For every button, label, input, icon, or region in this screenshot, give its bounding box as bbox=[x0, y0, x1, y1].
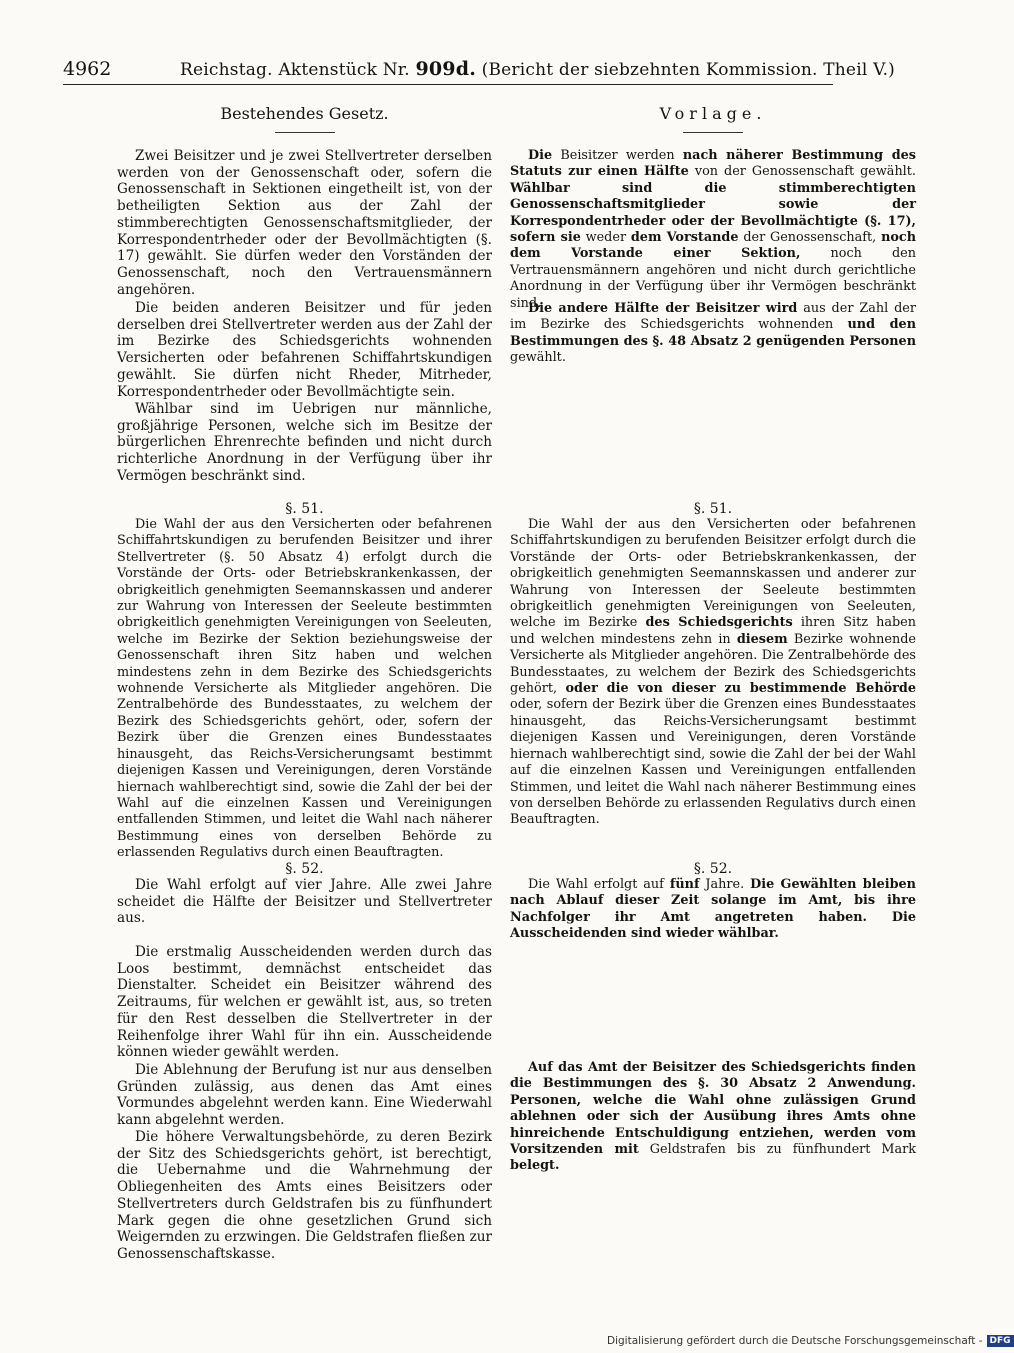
paragraph: Die Ablehnung der Berufung ist nur aus denselben Gründen zulässig, aus denen das Amt eines Vormundes abgelehnt werden kann. Eine Wiederwahl kann abgelehnt werden. bbox=[117, 1062, 492, 1129]
running-title-part-a: Reichstag. Aktenstück Nr. bbox=[180, 60, 410, 80]
paragraph: Die Wahl der aus den Versicherten oder befahrenen Schiffahrtskundigen zu berufenden Beisitzer erfolgt durch die Vorstände der Orts- oder Betriebskrankenkassen, der obrigkeitlich genehmigten Seemannskassen und anderer zur Wahrung von Interessen der Seeleute bestimmten obrigkeitlich genehmigten Vereinigungen von Seeleuten, welche im Bezirke des Schiedsgerichts ihren Sitz haben und welchen mindestens zehn in diesem Bezirke wohnende Versicherte als Mitglieder angehören. Die Zentralbehörde des Bundesstaates, zu welchem der Bezirk des Schiedsgerichts gehört, oder die von dieser zu bestimmende Behörde oder, sofern der Bezirk über die Grenzen eines Bundesstaates hinausgeht, das Reichs-Versicherungsamt bestimmt diejenigen Kassen und Vereinigungen, deren Vorstände hiernach wahlberechtigt sind, sowie die Zahl der bei der Wahl auf die einzelnen Kassen und Vereinigungen entfallenden Stimmen, und leitet die Wahl nach näherer Bestimmung eines von derselben Behörde zu erlassenden Regulativs durch einen Beauftragten. bbox=[510, 517, 917, 828]
running-title bbox=[180, 58, 895, 80]
paragraph: Die beiden anderen Beisitzer und für jeden derselben drei Stellvertreter werden aus der Zahl der im Bezirke des Schiedsgerichts wohnenden Versicherten oder befahrenen Schiffahrtskundigen gewählt. Sie dürfen nicht Rheder, Mitrheder, Korrespondentrheder oder Bevollmächtigte sein. bbox=[117, 300, 492, 400]
paragraph: Zwei Beisitzer und je zwei Stellvertreter derselben werden von der Genossenschaft oder, sofern die Genossenschaft in Sektionen eingetheilt ist, von der betheiligten Sektion aus der Zahl der stimmberechtigten Genossenschaftsmitglieder, der Korrespondentrheder oder der Bevollmächtigten (§. 17) gewählt. Sie dürfen weder den Vorständen der Genossenschaft, noch den Vertrauensmännern angehören. bbox=[117, 148, 492, 298]
column-heading-left: Bestehendes Gesetz. bbox=[220, 104, 389, 123]
section-heading-52: §. 52. bbox=[693, 861, 733, 877]
running-title-part-b: (Bericht der siebzehnten Kommission. Theil V.) bbox=[481, 60, 896, 80]
paragraph: Die Wahl erfolgt auf fünf Jahre. Die Gewählten bleiben nach Ablauf dieser Zeit solange im Amt, bis ihre Nachfolger ihr Amt angetreten haben. Die Ausscheidenden sind wieder wählbar. bbox=[510, 877, 916, 942]
page-number: 4962 bbox=[63, 58, 112, 80]
heading-rule bbox=[683, 132, 743, 133]
running-header bbox=[63, 58, 896, 85]
paragraph: Wählbar sind im Uebrigen nur männliche, großjährige Personen, welche sich im Besitze der bürgerlichen Ehrenrechte befinden und nicht durch richterliche Anordnung in der Verfügung über ihr Vermögen beschränkt sind. bbox=[117, 401, 492, 484]
section-heading-51: §. 51. bbox=[693, 501, 733, 517]
paragraph: Auf das Amt der Beisitzer des Schiedsgerichts finden die Bestimmungen des §. 30 Absatz 2 Anwendung. Personen, welche die Wahl ohne zulässigen Grund ablehnen oder sich der Ausübung ihres Amts ohne hinreichende Entschuldigung entziehen, werden vom Vorsitzenden mit Geldstrafen bis zu fünfhundert Mark belegt. bbox=[510, 1060, 916, 1174]
paragraph: Die Wahl erfolgt auf vier Jahre. Alle zwei Jahre scheidet die Hälfte der Beisitzer und Stellvertreter aus. bbox=[117, 877, 492, 927]
paragraph: Die andere Hälfte der Beisitzer wird aus der Zahl der im Bezirke des Schiedsgerichts wohnenden und den Bestimmungen des §. 48 Absatz 2 genügenden Personen gewählt. bbox=[510, 301, 917, 366]
paragraph: Die höhere Verwaltungsbehörde, zu deren Bezirk der Sitz des Schiedsgerichts gehört, ist berechtigt, die Uebernahme und die Wahrnehmung der Obliegenheiten des Amts eines Beisitzers oder Stellvertreters durch Geldstrafen bis zu fünfhundert Mark gegen die ohne gesetzlichen Grund sich Weigernden zu erzwingen. Die Geldstrafen fließen zur Genossenschaftskasse. bbox=[117, 1129, 492, 1262]
paragraph: Die Wahl der aus den Versicherten oder befahrenen Schiffahrtskundigen zu berufenden Beisitzer und ihrer Stellvertreter (§. 50 Absatz 4) erfolgt durch die Vorstände der Orts- oder Betriebskrankenkassen, der obrigkeitlich genehmigten Seemannskassen und anderer zur Wahrung von Interessen der Seeleute bestimmten obrigkeitlich genehmigten Vereinigungen von Seeleuten, welche im Bezirke der Sektion beziehungsweise der Genossenschaft ihren Sitz haben und welchen mindestens zehn in dem Bezirke des Schiedsgerichts wohnende Versicherte als Mitglieder angehören. Die Zentralbehörde des Bundesstaates, zu welchem der Bezirk des Schiedsgerichts gehört, oder, sofern der Bezirk über die Grenzen eines Bundesstaates hinausgeht, das Reichs-Versicherungsamt bestimmt diejenigen Kassen und Vereinigungen, deren Vorstände hiernach wahlberechtigt sind, sowie die Zahl der bei der Wahl auf die einzelnen Kassen und Vereinigungen entfallenden Stimmen, und leitet die Wahl nach näherer Bestimmung eines von derselben Behörde zu erlassenden Regulativs durch einen Beauftragten. bbox=[117, 517, 492, 861]
section-heading-51: §. 51. bbox=[285, 501, 324, 517]
dfg-logo: DFG bbox=[987, 1335, 1014, 1347]
paragraph: Die erstmalig Ausscheidenden werden durch das Loos bestimmt, demnächst entscheidet das Dienstalter. Scheidet ein Beisitzer während des Zeitraums, für welchen er gewählt ist, aus, so treten für den Rest desselben die Stellvertreter in der Reihenfolge ihrer Wahl für ihn ein. Ausscheidende können wieder gewählt werden. bbox=[117, 944, 492, 1061]
digitization-footer bbox=[607, 1335, 1011, 1349]
heading-rule bbox=[275, 132, 335, 133]
section-heading-52: §. 52. bbox=[285, 861, 324, 877]
document-number: 909d. bbox=[415, 58, 477, 80]
column-heading-right: Vorlage. bbox=[659, 104, 767, 123]
paragraph: Die Beisitzer werden nach näherer Bestimmung des Statuts zur einen Hälfte von der Genossenschaft gewählt. Wählbar sind die stimmberechtigten Genossenschaftsmitglieder sowie der Korrespondentrheder oder der Bevollmächtigte (§. 17), sofern sie weder dem Vorstande der Genossenschaft, noch dem Vorstande einer Sektion, noch den Vertrauensmännern angehören und nicht durch gerichtliche Anordnung in der Verfügung über ihr Vermögen beschränkt sind. bbox=[510, 148, 916, 311]
footer-text: Digitalisierung gefördert durch die Deutsche Forschungsgemeinschaft - bbox=[607, 1335, 983, 1347]
